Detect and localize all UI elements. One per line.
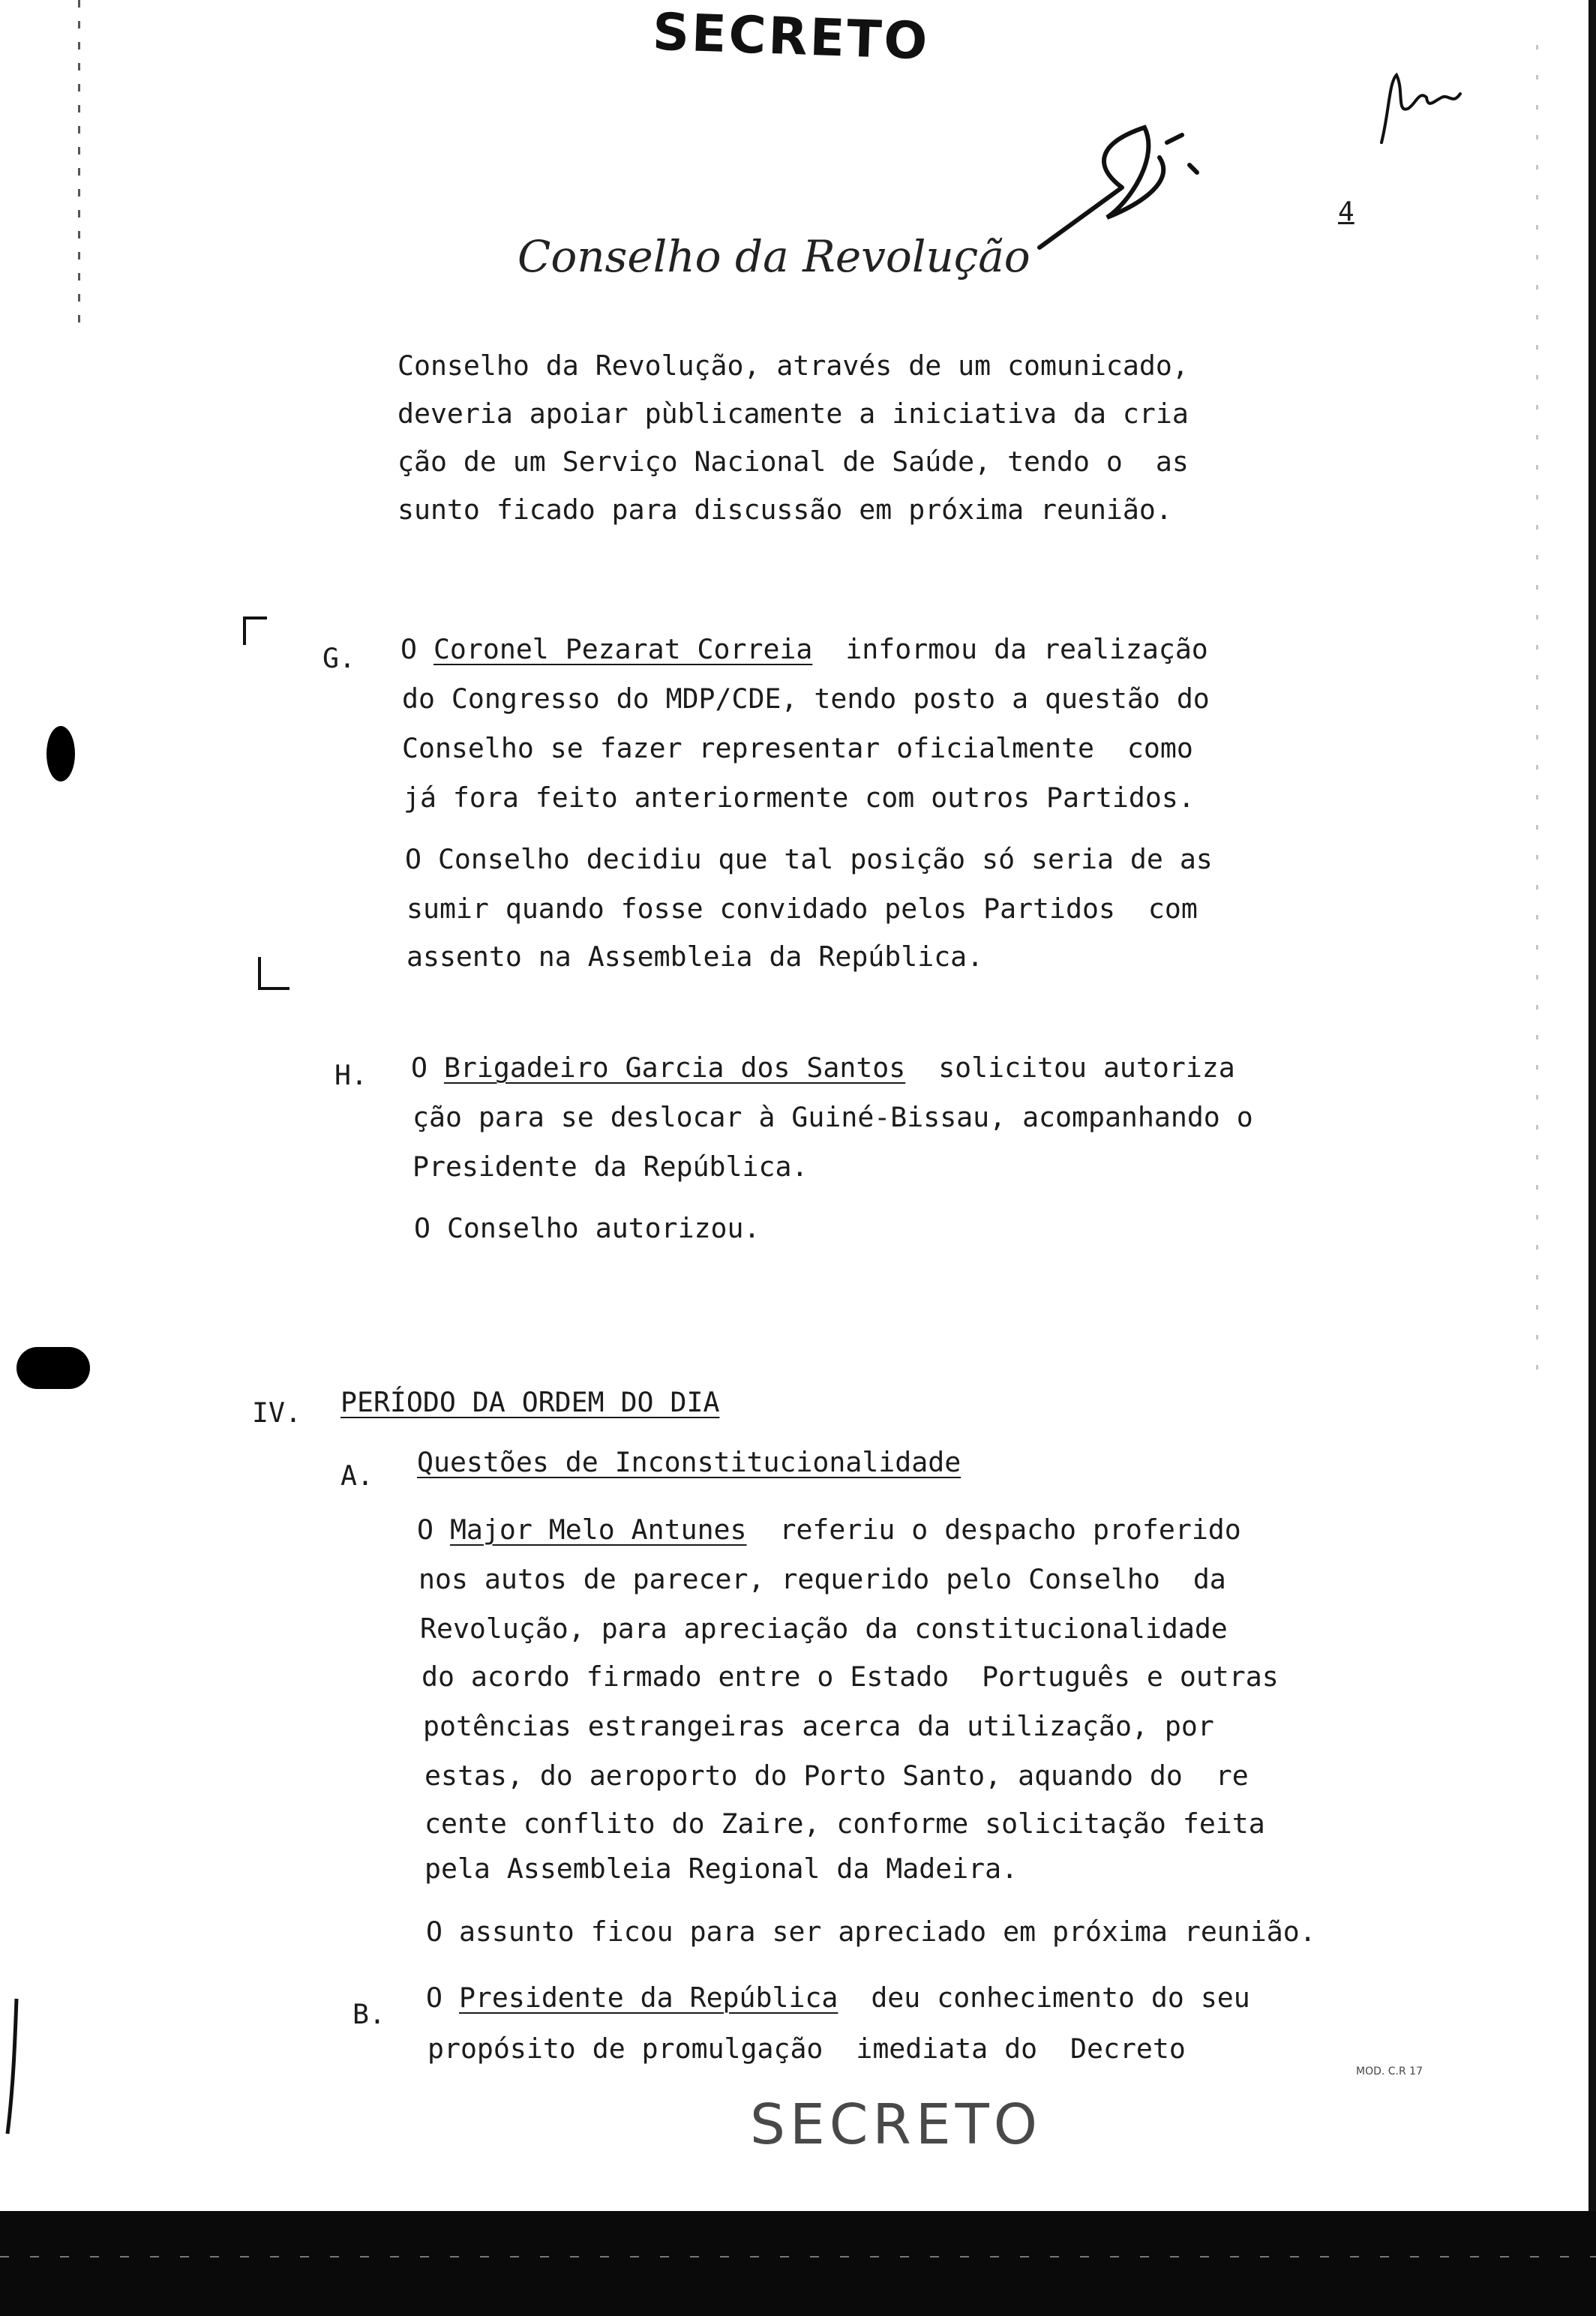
- person-name: Brigadeiro Garcia dos Santos: [443, 1052, 906, 1084]
- page-number: 4: [1338, 196, 1354, 227]
- item-marker: H.: [334, 1059, 368, 1091]
- item-marker: G.: [322, 642, 356, 674]
- text-line: assento na Assembleia da República.: [406, 940, 984, 973]
- section-title: PERÍODO DA ORDEM DO DIA: [340, 1386, 720, 1418]
- text-line: Presidente da República.: [412, 1150, 808, 1183]
- subsection-marker: B.: [352, 1998, 386, 2030]
- text-line: cente conflito do Zaire, conforme solicitação feita: [424, 1808, 1265, 1840]
- scan-artifact-left: [78, 0, 80, 322]
- text-line: sunto ficado para discussão em próxima reunião.: [398, 494, 1172, 526]
- person-name: Presidente da República: [458, 1982, 838, 2014]
- text-line: Conselho da Revolução, através de um comunicado,: [398, 350, 1189, 382]
- scan-artifact-right: [1536, 45, 1538, 1395]
- punch-hole-mark: [46, 726, 75, 782]
- text-line: do Congresso do MDP/CDE, tendo posto a questão do: [402, 682, 1210, 715]
- person-name: Coronel Pezarat Correia: [433, 633, 813, 665]
- text-line: O Coronel Pezarat Correia informou da realização: [400, 633, 1208, 665]
- handwritten-signature: [1032, 112, 1212, 255]
- text-line: propósito de promulgação imediata do Decreto: [428, 2032, 1186, 2065]
- form-code: MOD. C.R 17: [1356, 2066, 1423, 2078]
- scan-edge: [1588, 0, 1596, 2211]
- subsection-marker: A.: [340, 1460, 374, 1492]
- text-line: potências estrangeiras acerca da utilização, por: [423, 1710, 1214, 1742]
- subsection-title: Questões de Inconstitucionalidade: [417, 1446, 962, 1478]
- margin-pen-stroke: [0, 1995, 30, 2138]
- text-line: nos autos de parecer, requerido pelo Conselho da: [418, 1563, 1226, 1595]
- margin-bracket-top: [243, 616, 267, 645]
- text-line: estas, do aeroporto do Porto Santo, aquando do re: [424, 1760, 1249, 1792]
- section-marker: IV.: [252, 1396, 302, 1429]
- text-line: ção de um Serviço Nacional de Saúde, tendo o as: [398, 446, 1189, 478]
- text-line: sumir quando fosse convidado pelos Partidos com: [406, 892, 1198, 925]
- text-line: Revolução, para apreciação da constitucionalidade: [420, 1612, 1228, 1645]
- text-line: do acordo firmado entre o Estado Português e outras: [422, 1660, 1279, 1693]
- secret-stamp-top: SECRETO: [651, 2, 931, 72]
- scan-bottom-bar: [0, 2211, 1596, 2316]
- text-line: Conselho se fazer representar oficialmente como: [402, 732, 1193, 764]
- text-line: O Conselho decidiu que tal posição só seria de as: [405, 843, 1213, 875]
- text-line: O Brigadeiro Garcia dos Santos solicitou autoriza: [411, 1052, 1235, 1084]
- text-line: O Conselho autorizou.: [414, 1212, 760, 1244]
- text-line: já fora feito anteriormente com outros Partidos.: [404, 782, 1195, 814]
- punch-hole-mark: [16, 1347, 90, 1389]
- text-line: O assunto ficou para ser apreciado em próxima reunião.: [426, 1916, 1316, 1948]
- person-name: Major Melo Antunes: [449, 1514, 747, 1546]
- text-line: pela Assembleia Regional da Madeira.: [424, 1852, 1018, 1885]
- letterhead-title: Conselho da Revolução: [518, 231, 1030, 282]
- secret-stamp-bottom: SECRETO: [750, 2092, 1042, 2157]
- text-line: deveria apoiar pùblicamente a iniciativa da cria: [398, 398, 1189, 430]
- text-line: O Major Melo Antunes referiu o despacho proferido: [417, 1514, 1241, 1546]
- margin-bracket-bottom: [258, 957, 290, 990]
- text-line: O Presidente da República deu conhecimento do seu: [426, 1982, 1250, 2014]
- handwritten-initials: [1374, 68, 1472, 150]
- text-line: ção para se deslocar à Guiné-Bissau, acompanhando o: [412, 1101, 1253, 1133]
